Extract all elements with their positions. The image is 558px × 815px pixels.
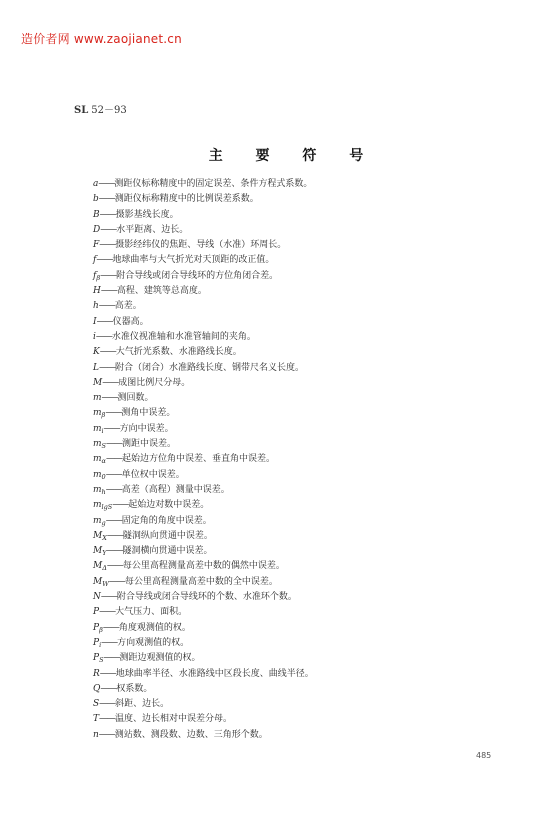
symbol-dash: ——: [96, 316, 113, 327]
symbol-letter: m: [93, 439, 102, 450]
symbol-letter: m: [93, 484, 102, 495]
symbol-subscript: Y: [102, 549, 107, 558]
symbol-dash: ——: [101, 637, 118, 648]
symbol-letter: P: [93, 622, 100, 633]
watermark-text: 造价者网 www.zaojianet.cn: [21, 32, 182, 46]
symbol-letter: S: [93, 699, 100, 710]
symbol-item: [93, 422, 314, 437]
symbol-dash: ——: [105, 469, 122, 480]
symbol-item: [93, 253, 314, 268]
symbol-dash: ——: [112, 500, 129, 511]
symbol-item: [93, 559, 314, 574]
symbol-subscript: Δ: [102, 564, 107, 573]
page-number: 485: [476, 751, 492, 760]
symbol-definition: 测距中误差。: [122, 439, 177, 450]
symbol-letter: R: [93, 668, 100, 679]
symbol-subscript: W: [102, 579, 109, 588]
symbol-dash: ——: [102, 377, 119, 388]
symbol-item: [93, 498, 314, 513]
symbol-dash: ——: [103, 423, 120, 434]
symbol-definition: 起始边对数中误差。: [128, 500, 210, 511]
symbol-letter: P: [93, 607, 100, 618]
symbol-definition: 单位权中误差。: [121, 469, 185, 480]
symbol-letter: m: [93, 469, 102, 480]
symbol-item: [93, 299, 314, 314]
symbol-item: [93, 361, 314, 376]
symbol-definition: 固定角的角度中误差。: [121, 515, 212, 526]
symbol-letter: M: [93, 530, 103, 541]
symbol-definition: 地球曲率半径、水准路线中区段长度、曲线半径。: [115, 668, 314, 679]
symbol-letter: M: [93, 377, 103, 388]
symbol-letter: F: [93, 240, 100, 251]
symbol-dash: ——: [99, 347, 116, 358]
symbol-item: [93, 269, 314, 284]
symbol-definition: 权系数。: [116, 683, 153, 694]
symbol-letter: f: [93, 255, 97, 266]
symbol-definition: 角度观测值的权。: [118, 622, 191, 633]
symbol-subscript: β: [99, 625, 103, 634]
symbol-item: [93, 575, 314, 590]
symbol-dash: ——: [100, 683, 117, 694]
symbol-dash: ——: [105, 408, 122, 419]
symbol-dash: ——: [105, 454, 122, 465]
symbol-subscript: 0: [101, 472, 106, 481]
symbol-letter: H: [93, 286, 101, 297]
symbol-letter: m: [93, 454, 102, 465]
symbol-item: [93, 544, 314, 559]
symbol-dash: ——: [100, 592, 117, 603]
symbol-dash: ——: [106, 561, 123, 572]
symbol-subscript: β: [101, 411, 106, 420]
symbol-letter: D: [93, 224, 101, 235]
symbol-definition: 水平距离、边长。: [116, 224, 189, 235]
symbol-subscript: i: [101, 426, 104, 435]
symbol-letter: i: [93, 331, 96, 342]
symbol-item: [93, 330, 314, 345]
symbol-definition: 方向观测值的权。: [117, 637, 190, 648]
symbol-definition: 大气折光系数、水准路线长度。: [115, 347, 242, 358]
symbol-item: [93, 621, 314, 636]
symbol-definition: 起始边方位角中误差、垂直角中误差。: [121, 454, 275, 465]
symbol-subscript: h: [101, 487, 106, 496]
symbol-dash: ——: [98, 179, 115, 189]
symbol-dash: ——: [99, 714, 116, 725]
symbol-definition: 测距仪标称精度中的固定误差、条件方程式系数。: [114, 179, 313, 189]
symbol-dash: ——: [99, 240, 116, 251]
symbol-dash: ——: [100, 286, 117, 297]
standard-code: [74, 101, 127, 116]
symbol-subscript: lgS: [101, 503, 113, 512]
symbol-definition: 高差。: [114, 301, 142, 312]
symbol-definition: 隧洞纵向贯通中误差。: [122, 530, 213, 541]
symbol-letter: K: [93, 347, 100, 358]
symbol-dash: ——: [108, 576, 125, 587]
symbol-item: [93, 712, 314, 727]
symbol-dash: ——: [98, 194, 115, 205]
symbol-item: [93, 605, 314, 620]
symbol-definition: 温度、边长相对中误差分母。: [115, 714, 233, 725]
page-title: 主 要 符 号: [208, 148, 378, 164]
symbol-subscript: S: [101, 442, 106, 451]
symbol-definition: 高程、建筑等总高度。: [116, 286, 207, 297]
symbol-letter: a: [93, 179, 99, 189]
symbol-item: [93, 208, 314, 223]
symbol-letter: b: [93, 194, 99, 205]
symbol-definition: 斜距、边长。: [115, 699, 170, 710]
symbol-letter: L: [93, 362, 99, 373]
symbol-item: [93, 376, 314, 391]
symbol-item: [93, 651, 314, 666]
symbol-item: [93, 636, 314, 651]
symbol-dash: ——: [102, 622, 119, 633]
symbol-definition: 大气压力、面积。: [115, 607, 188, 618]
symbol-letter: P: [93, 653, 100, 664]
symbol-item: [93, 697, 314, 712]
symbol-definition: 测角中误差。: [121, 408, 176, 419]
symbol-subscript: g: [101, 518, 106, 527]
symbol-item: [93, 452, 314, 467]
symbol-definition: 测距仪标称精度中的比例误差系数。: [114, 194, 259, 205]
symbol-dash: ——: [98, 729, 115, 740]
symbol-item: [93, 590, 314, 605]
symbol-letter: m: [93, 408, 102, 419]
symbol-item: [93, 284, 314, 299]
symbol-dash: ——: [99, 668, 116, 679]
symbol-letter: P: [93, 637, 100, 648]
symbol-item: [93, 682, 314, 697]
symbol-item: [93, 238, 314, 253]
symbol-letter: h: [93, 301, 99, 312]
symbol-dash: ——: [99, 699, 116, 710]
symbol-item: [93, 192, 314, 207]
symbol-item: [93, 468, 314, 483]
symbol-definition: 附合导线或闭合导线环的个数、水准环个数。: [116, 592, 297, 603]
symbol-item: [93, 391, 314, 406]
symbol-dash: ——: [106, 439, 122, 450]
symbol-definition: 附合导线或闭合导线环的方位角闭合差。: [116, 270, 279, 281]
symbol-letter: f: [93, 270, 97, 281]
symbol-dash: ——: [99, 209, 116, 220]
symbol-dash: ——: [96, 255, 113, 266]
symbol-dash: ——: [105, 484, 122, 495]
symbol-letter: m: [93, 393, 102, 404]
symbol-subscript: β: [96, 273, 101, 282]
symbol-definition: 测距边观测值的权。: [119, 653, 201, 664]
symbol-dash: ——: [100, 270, 117, 281]
symbol-letter: T: [93, 714, 100, 725]
standard-code-number: 52－93: [91, 105, 127, 116]
symbol-definition: 隧洞横向贯通中误差。: [122, 546, 213, 557]
symbol-item: [93, 406, 314, 421]
symbol-dash: ——: [101, 393, 118, 404]
symbol-dash: ——: [105, 515, 122, 526]
symbol-subscript: i: [99, 640, 102, 649]
symbol-item: [93, 514, 314, 529]
symbol-letter: N: [93, 592, 101, 603]
symbol-definition: 摄影经纬仪的焦距、导线（水准）环周长。: [115, 240, 287, 251]
symbol-dash: ——: [100, 224, 117, 235]
symbol-item: [93, 177, 314, 192]
symbol-letter: M: [93, 561, 103, 572]
symbol-definition: 每公里高程测量高差中数的偶然中误差。: [122, 561, 285, 572]
symbol-item: [93, 728, 314, 743]
symbol-item: [93, 437, 314, 452]
symbol-dash: ——: [106, 530, 123, 541]
symbol-letter: M: [93, 546, 103, 557]
symbol-subscript: S: [99, 656, 104, 665]
symbol-definition: 高差（高程）测量中误差。: [121, 484, 230, 495]
symbol-definition: 测回数。: [117, 393, 154, 404]
symbol-dash: ——: [106, 546, 123, 557]
symbol-subscript: X: [102, 533, 107, 542]
symbol-dash: ——: [103, 653, 120, 664]
symbol-definition: 水准仪视准轴和水准管轴间的夹角。: [111, 331, 256, 342]
symbol-definition: 每公里高程测量高差中数的全中误差。: [124, 576, 278, 587]
symbol-definition: 成图比例尺分母。: [118, 377, 191, 388]
symbol-definition: 附合（闭合）水准路线长度、钢带尺名义长度。: [114, 362, 304, 373]
symbol-item: [93, 483, 314, 498]
symbol-definition: 摄影基线长度。: [115, 209, 179, 220]
symbol-item: [93, 223, 314, 238]
symbol-letter: m: [93, 500, 102, 511]
symbol-letter: n: [93, 729, 99, 740]
symbol-definition: 方向中误差。: [119, 423, 174, 434]
symbol-letter: m: [93, 423, 102, 434]
symbol-dash: ——: [98, 362, 115, 373]
symbol-list: [93, 177, 314, 743]
symbol-definition: 仪器高。: [112, 316, 149, 327]
symbol-dash: ——: [98, 301, 115, 312]
symbol-subscript: α: [101, 457, 106, 466]
standard-code-prefix: SL: [74, 105, 89, 116]
symbol-dash: ——: [95, 331, 112, 342]
symbol-letter: m: [93, 515, 102, 526]
symbol-definition: 地球曲率与大气折光对天顶距的改正值。: [112, 255, 275, 266]
symbol-letter: B: [93, 209, 100, 220]
symbol-dash: ——: [99, 607, 116, 618]
symbol-letter: I: [93, 316, 97, 327]
symbol-letter: M: [93, 576, 103, 587]
symbol-item: [93, 667, 314, 682]
symbol-definition: 测站数、测段数、边数、三角形个数。: [114, 729, 268, 740]
symbol-item: [93, 315, 314, 330]
symbol-letter: Q: [93, 683, 101, 694]
symbol-item: [93, 345, 314, 360]
symbol-item: [93, 529, 314, 544]
